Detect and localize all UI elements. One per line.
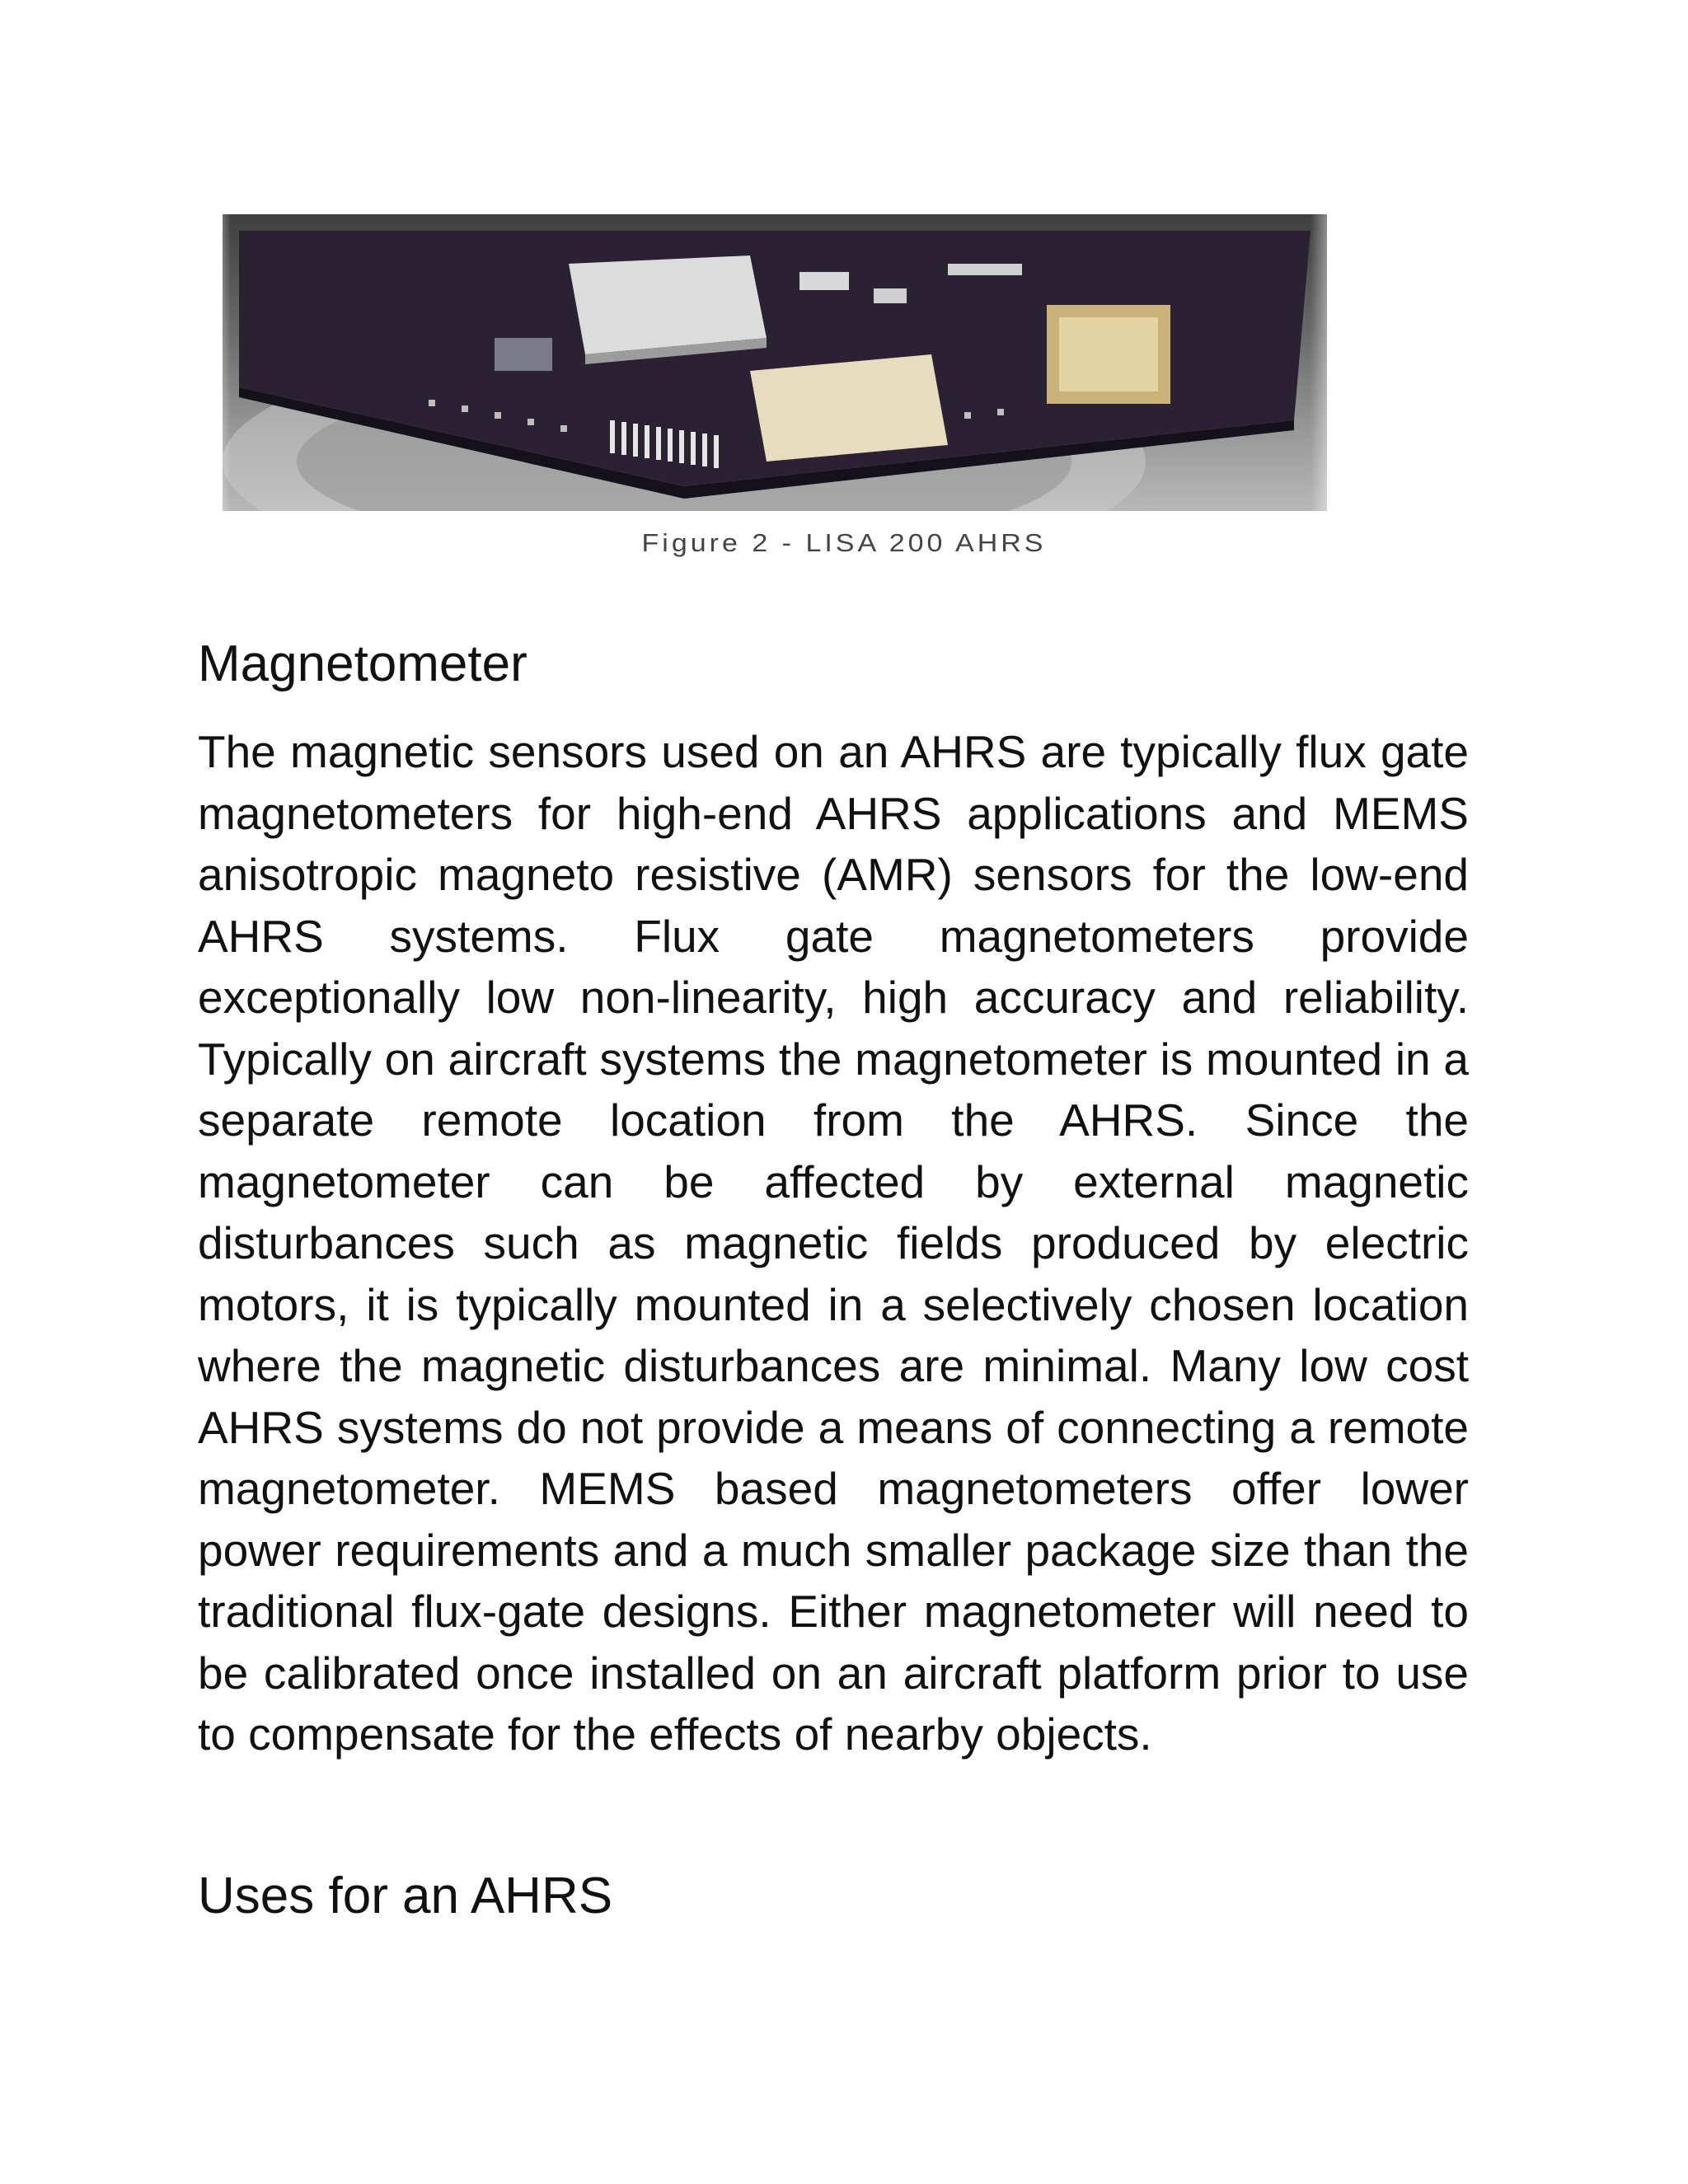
- photo-fade-right: [1311, 198, 1352, 527]
- ahrs-module-illustration: [223, 214, 1327, 511]
- section-body-magnetometer: The magnetic sensors used on an AHRS are typically flux gate magnetometers for high-end AHRS applications and MEMS anisotropic magneto resistive (AMR) sensors for the low-end AHRS systems. Flux gate magnetometers provide exceptionally low non-linearity, high accuracy and reliability. Typically on aircraft systems the magnetometer is mounted in a separate remote location from the AHRS. Since the magnetometer can be affected by external magnetic disturbances such as magnetic fields produced by electric motors, it is typically mounted in a selectively chosen location where the magnetic disturbances are minimal. Many low cost AHRS systems do not provide a means of connecting a remote magnetometer. MEMS based magnetometers offer lower power requirements and a much smaller package size than the traditional flux-gate designs. Either magnetometer will need to be calibrated once installed on an aircraft platform prior to use to compensate for the effects of nearby objects.: [198, 726, 1469, 1760]
- component: [948, 264, 1022, 275]
- component: [495, 338, 552, 371]
- section-heading-magnetometer: Magnetometer: [198, 635, 528, 692]
- component: [874, 288, 907, 303]
- component: [799, 272, 849, 290]
- ahrs-module-photo: [223, 214, 1327, 511]
- ceramic-chip: [750, 354, 948, 462]
- gold-chip-die: [1059, 317, 1158, 391]
- section-heading-uses-for-an-ahrs: Uses for an AHRS: [198, 1868, 613, 1924]
- figure-caption: Figure 2 - LISA 200 AHRS: [641, 528, 1047, 558]
- figure-lisa-200-ahrs: [198, 198, 1352, 527]
- photo-fade-left: [198, 198, 231, 527]
- metal-can: [569, 255, 767, 354]
